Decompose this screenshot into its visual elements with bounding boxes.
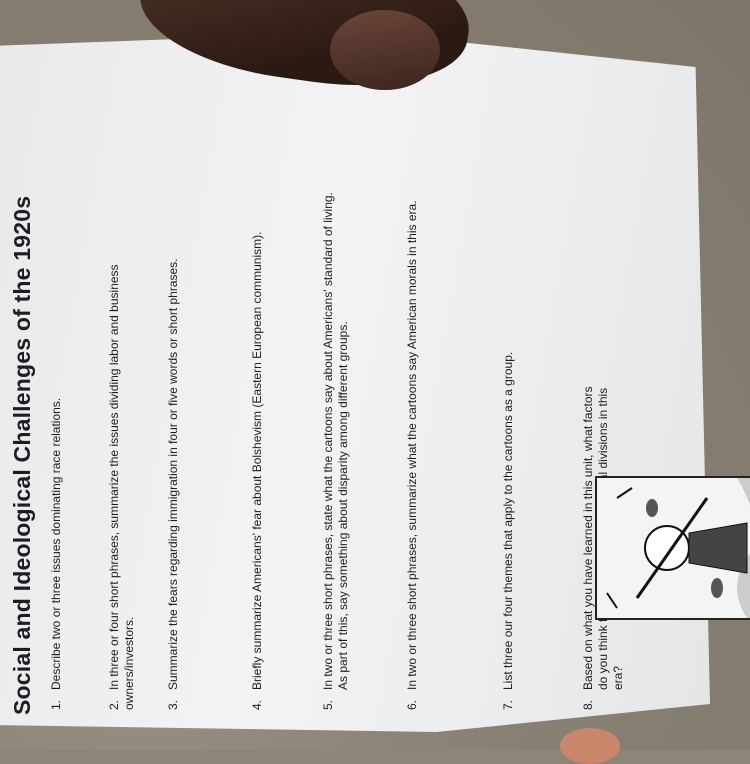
question-1 xyxy=(49,190,64,710)
question-text: List three our four themes that apply to the cartoons as a group. xyxy=(501,351,515,690)
question-number: 7. xyxy=(501,699,515,710)
question-6 xyxy=(405,190,420,710)
question-number: 1. xyxy=(49,699,63,710)
question-text: Summarize the fears regarding immigration in four or five words or short phrases. xyxy=(166,258,180,690)
question-number: 8. xyxy=(581,699,595,710)
worksheet-content xyxy=(5,5,710,740)
foot xyxy=(560,728,620,764)
worksheet-title: Social and Ideological Challenges of the 1920s xyxy=(9,195,35,715)
question-text: In two or three short phrases, state what the cartoons say about Americans' standard of living. As part of this, say something about disparity among different groups. xyxy=(321,192,350,690)
question-text: In three or four short phrases, summarize the issues dividing labor and business owners/investors. xyxy=(107,264,136,710)
question-number: 4. xyxy=(250,699,264,710)
question-2 xyxy=(107,190,137,710)
question-number: 6. xyxy=(405,699,419,710)
political-cartoon-image xyxy=(595,476,750,620)
question-text: Based on what you have learned in this unit, what factors do you think divisions in this era? xyxy=(581,386,625,690)
question-text: Briefly summarize Americans' fear about Bolshevism (Eastern European communism). xyxy=(250,231,264,690)
question-4 xyxy=(250,190,265,710)
question-text: In two or three short phrases, summarize what the cartoons say American morals in this era. xyxy=(405,200,419,690)
question-3 xyxy=(166,190,181,710)
question-number: 2. xyxy=(107,699,121,710)
question-text: Describe two or three issues dominating race relations. xyxy=(49,397,63,690)
question-number: 5. xyxy=(321,699,335,710)
question-5 xyxy=(321,190,351,710)
finger xyxy=(330,10,440,90)
cartoon-illustration xyxy=(597,478,750,618)
question-7 xyxy=(501,190,516,710)
question-number: 3. xyxy=(166,699,180,710)
